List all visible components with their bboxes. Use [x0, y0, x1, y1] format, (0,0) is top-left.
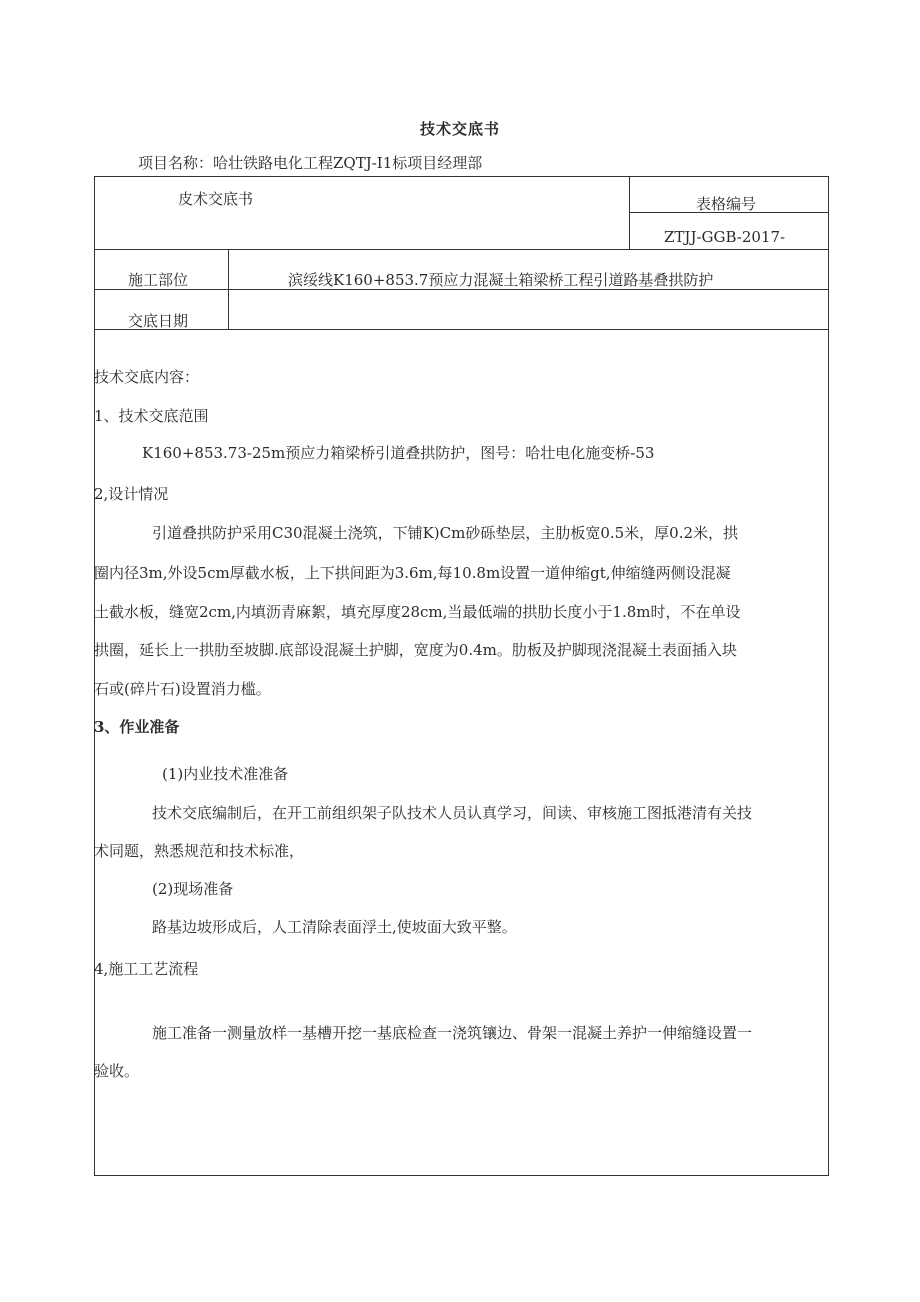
site-label: 施工部位: [128, 271, 189, 289]
section-4-line-2: 验收。: [94, 1062, 140, 1080]
project-name: 项目名称：哈壮铁路电化工程ZQTJ-I1标项目经理部: [138, 154, 483, 172]
section-2-line-5: 石或(碎片石)设置消力槛。: [94, 680, 271, 698]
row-divider-1: [94, 249, 829, 250]
section-4-title: 4,施工工艺流程: [94, 960, 199, 978]
section-2-line-3: 土截水板，缝宽2cm,内填沥青麻絮，填充厚度28cm,当最低端的拱肋长度小于1.8m时，不在单设: [94, 603, 741, 621]
doc-type-cell: 皮术交底书: [178, 190, 254, 208]
section-2-line-1: 引道叠拱防护采用C30混凝土浇筑，下铺K)Cm砂砾垫层，主肋板宽0.5米，厚0.2米，拱: [152, 524, 739, 542]
form-code-label: 表格编号: [696, 195, 757, 213]
form-code-value: ZTJJ-GGB-2017-: [664, 228, 786, 246]
row-divider-3: [94, 329, 829, 330]
section-1-title: 1、技术交底范围: [94, 407, 209, 425]
section-3-text-1-line-2: 术同题，熟悉规范和技术标准，: [94, 842, 305, 860]
section-2-line-2: 圈内径3m,外设5cm厚截水板，上下拱间距为3.6m,每10.8m设置一道伸缩gt,伸缩缝两侧设混凝: [94, 564, 731, 582]
document-title: 技术交底书: [419, 120, 500, 138]
section-4-line-1: 施工准备一测量放样一基槽开挖一基底检查一浇筑镶边、骨架一混凝土养护一伸缩缝设置一: [152, 1024, 753, 1042]
table-top-border: [94, 176, 829, 177]
section-2-title: 2,设计情况: [94, 485, 169, 503]
section-2-line-4: 拱圈，延长上一拱肋至坡脚.底部设混凝土护脚，宽度为0.4m。肋板及护脚现浇混凝土表面插入块: [94, 641, 737, 659]
section-3-text-1-line-1: 技术交底编制后，在开工前组织架子队技术人员认真学习，间读、审核施工图抵港清有关技: [152, 804, 753, 822]
label-col-divider: [228, 249, 229, 330]
site-value: 滨绥线K160+853.7预应力混凝土箱梁桥工程引道路基叠拱防护: [288, 271, 714, 289]
date-label: 交底日期: [128, 312, 189, 330]
section-3-text-2: 路基边坡形成后，人工清除表面浮土,使坡面大致平整。: [152, 918, 517, 936]
content-heading: 技术交底内容：: [94, 368, 200, 386]
table-bottom-border: [94, 1175, 829, 1176]
section-3-sub-1: (1)内业技术准准备: [162, 765, 289, 783]
form-code-col-divider: [629, 176, 630, 250]
section-1-text: K160+853.73-25m预应力箱梁桥引道叠拱防护，图号：哈壮电化施变桥-53: [142, 444, 655, 462]
section-3-title: 3、作业准备: [94, 718, 180, 736]
table-left-border: [94, 176, 95, 1176]
table-right-border: [828, 176, 829, 1176]
section-3-sub-2: (2)现场准备: [152, 880, 234, 898]
